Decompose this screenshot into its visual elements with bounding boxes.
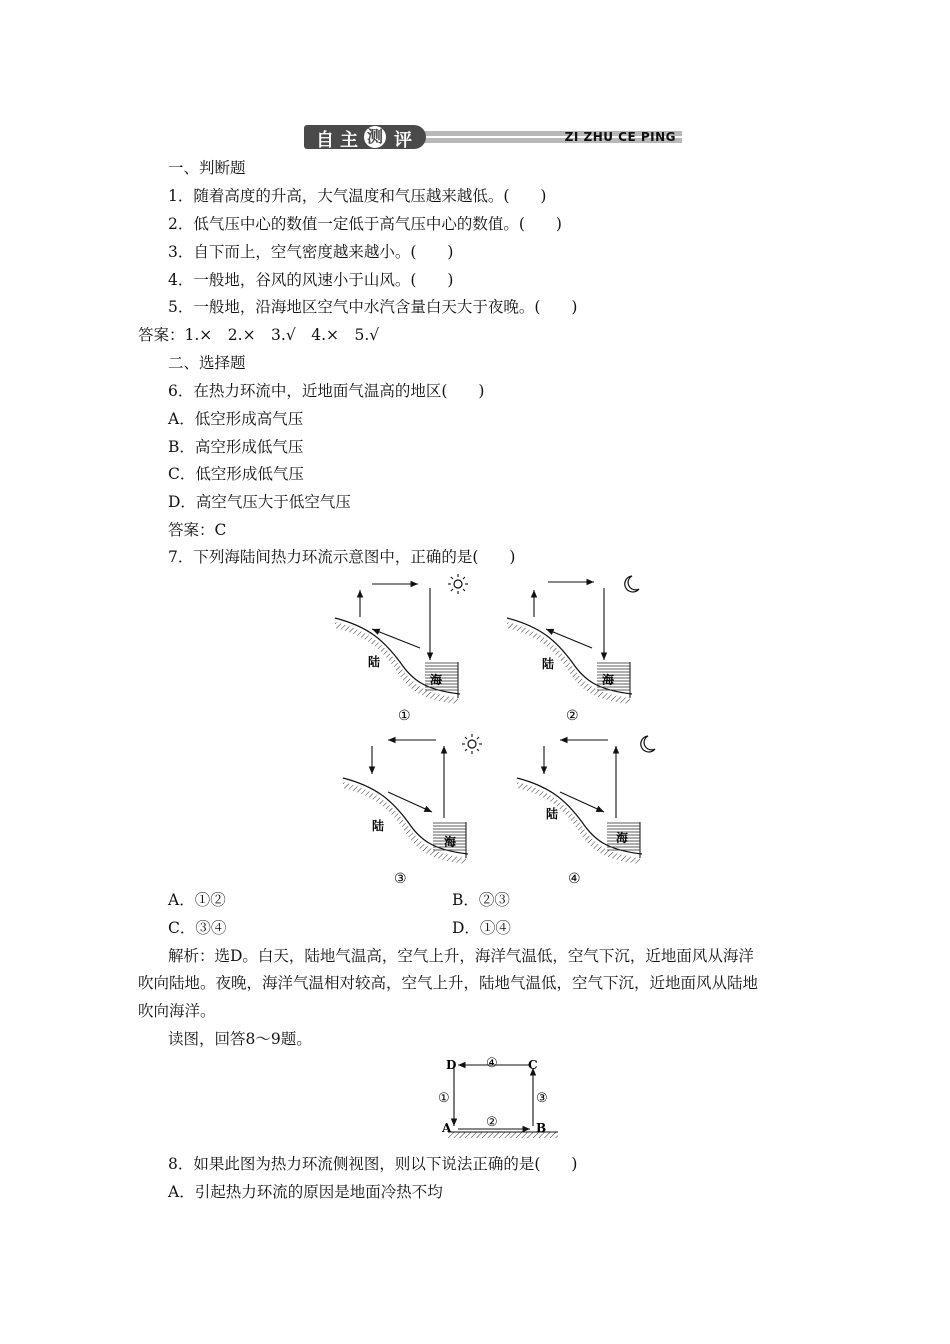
q8-option-a: A．引起热力环流的原因是地面冷热不均 — [168, 1183, 443, 1201]
sun-icon — [448, 574, 468, 594]
judge-item-2: 2．低气压中心的数值一定低于高气压中心的数值。( ) — [168, 215, 562, 233]
q7-option-c: C．③④ — [168, 919, 227, 937]
moon-icon — [625, 576, 639, 592]
circulation-figure-3 — [338, 732, 488, 887]
q6-option-d: D．高空气压大于低空气压 — [168, 493, 351, 511]
banner-char: 自 — [316, 130, 334, 151]
section2-title: 二、选择题 — [168, 354, 246, 372]
q7-analysis-line-2: 吹向陆地。夜晚，海洋气温相对较高，空气上升，陆地气温低，空气下沉，近地面风从陆地 — [138, 974, 759, 992]
q7-analysis-line-3: 吹向海洋。 — [138, 1002, 216, 1020]
q7-option-b: B．②③ — [452, 891, 510, 909]
banner-char: 评 — [394, 130, 412, 151]
land-label: 陆 — [546, 807, 559, 821]
q6-option-b: B．高空形成低气压 — [168, 438, 304, 456]
figure-number: ③ — [394, 871, 407, 887]
q7-stem: 7．下列海陆间热力环流示意图中，正确的是( ) — [168, 548, 516, 566]
banner-badge — [304, 125, 426, 149]
q7-option-d: D．①④ — [452, 919, 511, 937]
arrow-label-2: ② — [486, 1115, 498, 1130]
sea-label: 海 — [602, 673, 615, 687]
q6-option-a: A．低空形成高气压 — [168, 410, 304, 428]
section1-title: 一、判断题 — [168, 159, 246, 177]
sea-label: 海 — [444, 835, 457, 849]
circulation-figure-2 — [502, 572, 652, 727]
judge-item-3: 3．自下而上，空气密度越来越小。( ) — [168, 243, 454, 261]
q8-stem: 8．如果此图为热力环流侧视图，则以下说法正确的是( ) — [168, 1155, 578, 1173]
figure-number: ① — [398, 708, 411, 724]
corner-c: C — [528, 1058, 538, 1072]
judge-item-5: 5．一般地，沿海地区空气中水汽含量白天大于夜晚。( ) — [168, 298, 578, 316]
q7-option-a: A．①② — [168, 891, 226, 909]
moon-icon — [641, 736, 655, 752]
land-label: 陆 — [372, 819, 385, 833]
corner-d: D — [446, 1058, 457, 1072]
figure-number: ④ — [568, 871, 581, 887]
judge-answer: 答案：1.× 2.× 3.√ 4.× 5.√ — [138, 326, 380, 344]
arrow-label-1: ① — [438, 1091, 450, 1106]
figure-number: ② — [566, 708, 579, 724]
banner-english: ZI ZHU CE PING — [564, 130, 676, 144]
sea-label: 海 — [616, 831, 629, 845]
section-banner — [304, 125, 682, 149]
q6-stem: 6．在热力环流中，近地面气温高的地区( ) — [168, 382, 485, 400]
banner-char-circled: 测 — [364, 126, 386, 148]
read-figure-prompt: 读图，回答8～9题。 — [168, 1030, 312, 1048]
arrow-label-3: ③ — [536, 1091, 548, 1106]
sea-label: 海 — [430, 673, 443, 687]
corner-b: B — [536, 1121, 547, 1135]
sun-icon — [462, 734, 482, 754]
corner-a: A — [442, 1121, 452, 1135]
judge-item-1: 1．随着高度的升高，大气温度和气压越来越低。( ) — [168, 187, 547, 205]
arrow-label-4: ④ — [486, 1056, 498, 1071]
q6-option-c: C．低空形成低气压 — [168, 465, 304, 483]
abcd-circulation-diagram — [432, 1052, 562, 1144]
land-label: 陆 — [542, 657, 555, 671]
circulation-figure-4 — [512, 732, 662, 887]
circulation-figure-1 — [330, 572, 480, 727]
q6-answer: 答案：C — [168, 521, 227, 539]
land-label: 陆 — [368, 655, 381, 669]
banner-char: 主 — [340, 130, 358, 151]
q7-analysis-line-1: 解析：选D。白天，陆地气温高，空气上升，海洋气温低，空气下沉，近地面风从海洋 — [168, 947, 754, 965]
judge-item-4: 4．一般地，谷风的风速小于山风。( ) — [168, 271, 454, 289]
